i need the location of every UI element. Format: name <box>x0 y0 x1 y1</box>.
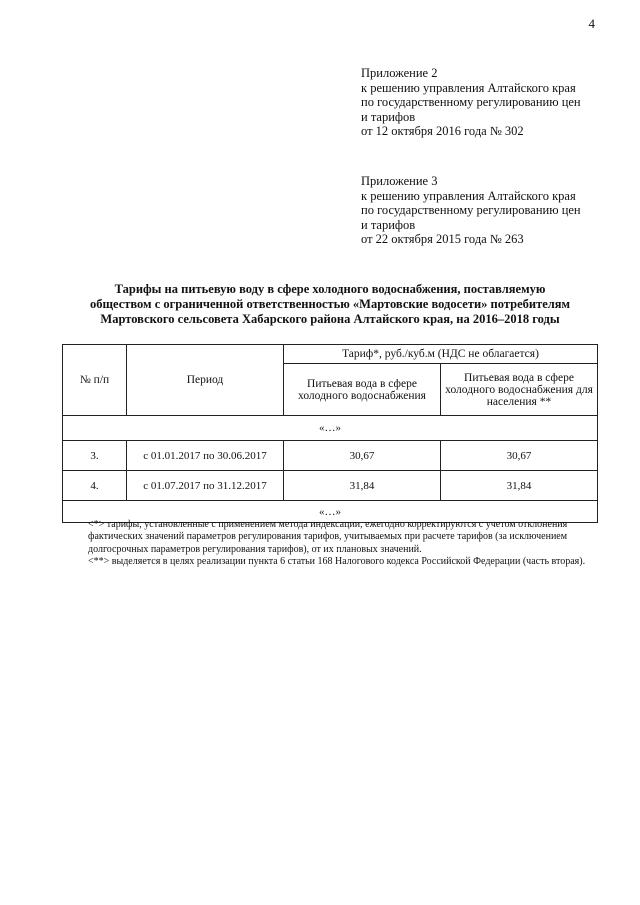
footnote-2: <**> выделяется в целях реализации пункта 6 статьи 168 Налогового кодекса Российской Федерации (часть вторая). <box>88 556 586 568</box>
cell-num: 3. <box>63 441 127 471</box>
title-line: Тарифы на питьевую воду в сфере холодного водоснабжения, поставляемую <box>114 282 546 296</box>
appendix-line: от 22 октября 2015 года № 263 <box>361 232 524 247</box>
cell-tariff-a: 31,84 <box>284 471 441 501</box>
header-num: № п/п <box>63 345 127 416</box>
header-col-population: Питьевая вода в сфере холодного водоснабжения для населения ** <box>441 364 598 416</box>
header-tariff-group: Тариф*, руб./куб.м (НДС не облагается) <box>284 345 598 364</box>
appendix-line: Приложение 3 <box>361 174 438 188</box>
appendix-line: к решению управления Алтайского края <box>361 188 576 203</box>
cell-tariff-b: 30,67 <box>441 441 598 471</box>
appendix-line: и тарифов <box>361 109 416 124</box>
appendix-line: от 12 октября 2016 года № 302 <box>361 124 524 139</box>
appendix-line: и тарифов <box>361 217 416 232</box>
cell-tariff-b: 31,84 <box>441 471 598 501</box>
footnotes <box>88 519 600 569</box>
appendix-2-block <box>361 66 621 139</box>
cell-tariff-a: 30,67 <box>284 441 441 471</box>
appendix-line: к решению управления Алтайского края <box>361 80 576 95</box>
title-line: Мартовского сельсовета Хабарского района Алтайского края, на 2016–2018 годы <box>100 312 560 326</box>
appendix-3-block <box>361 174 621 247</box>
header-col-drinking-water: Питьевая вода в сфере холодного водоснабжения <box>284 364 441 416</box>
title-line: обществом с ограниченной ответственностью «Мартовские водосети» потребителям <box>89 297 571 311</box>
page-number: 4 <box>588 16 595 31</box>
table-header-row <box>63 345 598 364</box>
appendix-line: по государственному регулированию цен <box>361 203 581 218</box>
ellipsis-cell: «…» <box>63 501 598 523</box>
tariff-table <box>62 344 598 523</box>
document-title <box>40 282 620 327</box>
header-period: Период <box>127 345 284 416</box>
table-row-ellipsis <box>63 416 598 441</box>
appendix-line: по государственному регулированию цен <box>361 95 581 110</box>
appendix-line: Приложение 2 <box>361 66 438 80</box>
table-row <box>63 441 598 471</box>
footnote-1: <*> тарифы, установленные с применением метода индексации, ежегодно корректируются с учетом отклонения фактических значений параметров регулирования тарифов, учитываемых при расчете тарифов (за исключением долгосрочных параметров регулирования тарифов), от их плановых значений. <box>88 519 568 555</box>
cell-period: с 01.07.2017 по 31.12.2017 <box>127 471 284 501</box>
cell-period: с 01.01.2017 по 30.06.2017 <box>127 441 284 471</box>
table-row <box>63 471 598 501</box>
cell-num: 4. <box>63 471 127 501</box>
ellipsis-cell: «…» <box>63 416 598 441</box>
